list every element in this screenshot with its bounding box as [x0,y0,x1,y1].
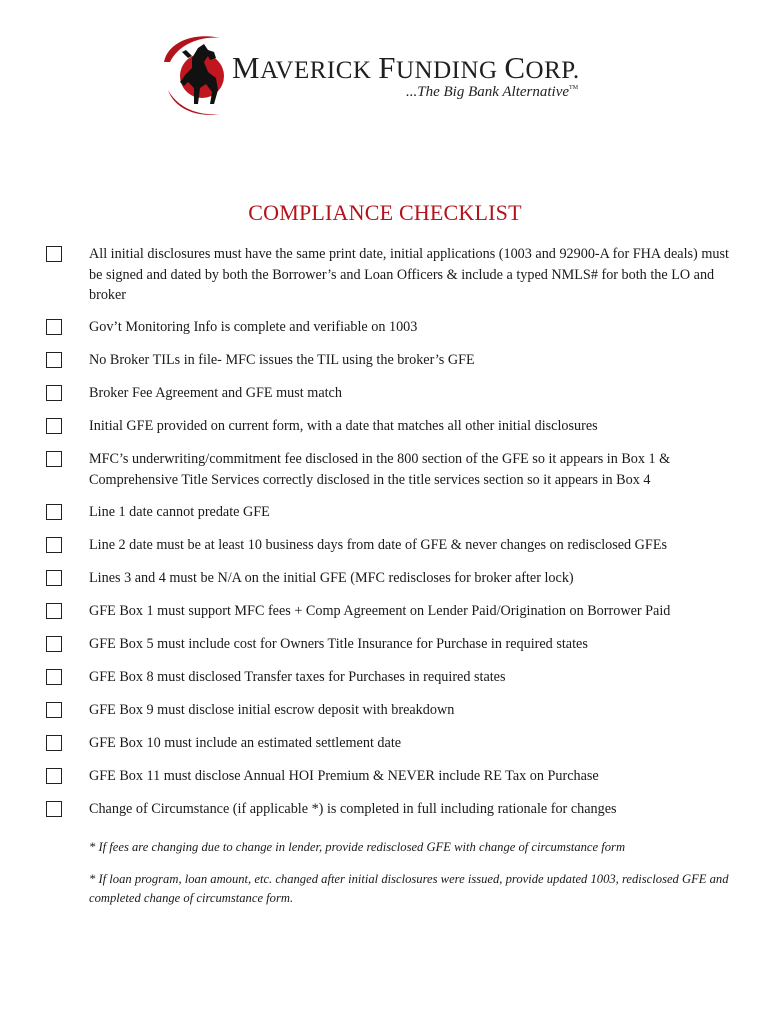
checklist-item [0,700,770,733]
checkbox[interactable] [46,735,62,751]
checklist-item-text: GFE Box 1 must support MFC fees + Comp Agreement on Lender Paid/Origination on Borrower Paid [89,603,671,619]
company-logo [158,28,618,124]
checklist-item-text: Lines 3 and 4 must be N/A on the initial GFE (MFC rediscloses for broker after lock) [89,570,574,586]
checklist-item-text: Line 1 date cannot predate GFE [89,504,270,520]
checklist-item [0,766,770,799]
checkbox[interactable] [46,352,62,368]
checklist-item [0,383,770,416]
checklist-item [0,733,770,766]
checklist-item [0,317,770,350]
checklist-item-text: Initial GFE provided on current form, with a date that matches all other initial disclosures [89,418,598,434]
page-title: COMPLIANCE CHECKLIST [248,200,522,225]
checklist-item [0,502,770,535]
checklist-item [0,568,770,601]
checklist-item-text: No Broker TILs in file- MFC issues the TIL using the broker’s GFE [89,352,475,368]
checklist-item-text: GFE Box 11 must disclose Annual HOI Premium & NEVER include RE Tax on Purchase [89,768,599,784]
checklist-item [0,416,770,449]
trademark-mark: TM [569,85,579,91]
checkbox[interactable] [46,246,62,262]
checklist-item-text: MFC’s underwriting/commitment fee disclosed in the 800 section of the GFE so it appears in Box 1 & Comprehensive Title Services correctly disclosed in the title services section so it appears in Box 4 [89,451,671,488]
checkbox[interactable] [46,570,62,586]
checkbox[interactable] [46,801,62,817]
checklist-item [0,799,770,832]
checklist-item-text: GFE Box 10 must include an estimated settlement date [89,735,402,751]
checklist-item-text: Broker Fee Agreement and GFE must match [89,385,342,401]
checkbox[interactable] [46,418,62,434]
checklist-item-text: Change of Circumstance (if applicable *) is completed in full including rationale for changes [89,801,617,817]
checkbox[interactable] [46,768,62,784]
checkbox[interactable] [46,504,62,520]
checkbox[interactable] [46,451,62,467]
checklist-item-text: All initial disclosures must have the same print date, initial applications (1003 and 92900-A for FHA deals) must be signed and dated by both the Borrower’s and Loan Officers & include a typed NMLS# for both the LO and broker [89,246,729,303]
checklist-item [0,667,770,700]
checkbox[interactable] [46,385,62,401]
checkbox[interactable] [46,603,62,619]
checkbox[interactable] [46,537,62,553]
checklist-item-text: Line 2 date must be at least 10 business days from date of GFE & never changes on redisclosed GFEs [89,537,668,553]
checklist-item [0,449,770,502]
footnote: * If loan program, loan amount, etc. changed after initial disclosures were issued, provide updated 1003, redisclosed GFE and completed change of circumstance form. [89,872,729,905]
checklist-item [0,601,770,634]
checkbox[interactable] [46,669,62,685]
company-name: MAVERICK FUNDING CORP. [232,50,580,85]
checklist-item-text: Gov’t Monitoring Info is complete and verifiable on 1003 [89,319,418,335]
checklist-item-text: GFE Box 5 must include cost for Owners Title Insurance for Purchase in required states [89,636,588,652]
checklist [0,244,770,832]
tagline [406,84,578,101]
checkbox[interactable] [46,702,62,718]
tagline-text: ...The Big Bank Alternative [406,84,570,100]
checklist-item [0,634,770,667]
checklist-item-text: GFE Box 9 must disclose initial escrow deposit with breakdown [89,702,455,718]
checklist-item [0,350,770,383]
checkbox[interactable] [46,636,62,652]
footnote: * If fees are changing due to change in lender, provide redisclosed GFE with change of circumstance form [89,840,626,854]
checklist-item [0,244,770,317]
checklist-item [0,535,770,568]
checklist-item-text: GFE Box 8 must disclosed Transfer taxes for Purchases in required states [89,669,506,685]
checkbox[interactable] [46,319,62,335]
